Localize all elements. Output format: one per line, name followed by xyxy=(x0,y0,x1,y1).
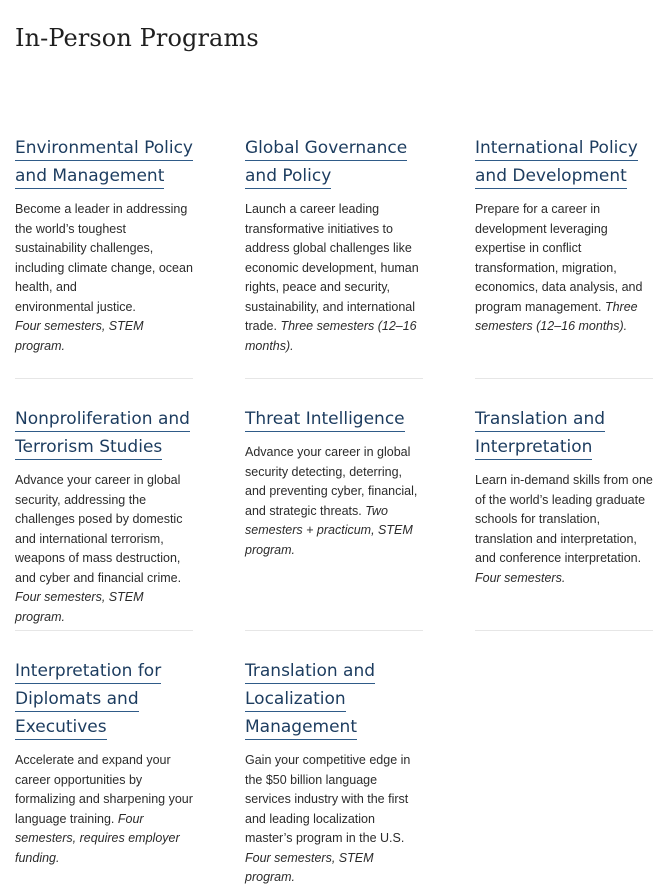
program-card-translation-localization xyxy=(245,657,425,888)
row-divider xyxy=(15,630,193,631)
program-link-translation-localization[interactable]: Translation and Localization Management xyxy=(245,661,375,740)
program-duration-note: Three semesters (12–16 months). xyxy=(475,299,638,333)
program-description xyxy=(245,751,425,888)
row-divider xyxy=(245,630,423,631)
program-duration-note: Four semesters, STEM program. xyxy=(15,319,144,353)
program-duration-note: Three semesters (12–16 months). xyxy=(245,319,417,353)
program-description xyxy=(15,471,195,627)
program-title xyxy=(475,405,655,461)
program-summary: Advance your career in global security, addressing the challenges posed by domestic and international terrorism, weapons of mass destruction, and cyber and financial crime. xyxy=(15,473,183,585)
row-divider xyxy=(245,378,423,379)
program-link-global-governance[interactable]: Global Governance and Policy xyxy=(245,138,407,189)
program-card-nonproliferation xyxy=(15,405,195,627)
program-title xyxy=(245,134,425,190)
program-title xyxy=(15,405,195,461)
program-card-translation-interpretation xyxy=(475,405,655,588)
row-divider xyxy=(475,630,653,631)
program-link-nonproliferation[interactable]: Nonproliferation and Terrorism Studies xyxy=(15,409,190,460)
program-link-threat-intelligence[interactable]: Threat Intelligence xyxy=(245,409,405,432)
program-link-translation-interpretation[interactable]: Translation and Interpretation xyxy=(475,409,605,460)
program-summary: Gain your competitive edge in the $50 billion language services industry with the first and leading localization master’s program in the U.S. xyxy=(245,753,411,845)
program-summary: Advance your career in global security detecting, deterring, and preventing cyber, financial, and strategic threats. xyxy=(245,445,418,518)
program-duration-note: Four semesters. xyxy=(475,570,566,585)
program-summary: Learn in-demand skills from one of the world’s leading graduate schools for translation, translation and interpretation, and conference interpretation. xyxy=(475,473,653,565)
program-description xyxy=(475,471,655,588)
program-card-threat-intelligence xyxy=(245,405,425,560)
program-grid xyxy=(15,0,655,884)
program-title xyxy=(15,134,195,190)
program-duration-note: Four semesters, requires employer funding. xyxy=(15,811,180,865)
row-divider xyxy=(15,378,193,379)
program-description xyxy=(245,443,425,560)
program-card-environmental-policy xyxy=(15,134,195,356)
program-description xyxy=(475,200,655,337)
program-link-international-policy[interactable]: International Policy and Development xyxy=(475,138,638,189)
program-title xyxy=(245,405,425,433)
program-summary: Become a leader in addressing the world’s toughest sustainability challenges, including climate change, ocean health, and environmental justice. xyxy=(15,202,193,314)
program-duration-note: Four semesters, STEM program. xyxy=(15,590,144,624)
program-duration-note: Two semesters + practicum, STEM program. xyxy=(245,503,413,557)
program-title xyxy=(245,657,425,741)
program-description xyxy=(15,751,195,868)
program-title xyxy=(475,134,655,190)
program-summary: Prepare for a career in development leveraging expertise in conflict transformation, migration, economics, data analysis, and program management. xyxy=(475,202,643,314)
program-description xyxy=(245,200,425,356)
program-summary: Launch a career leading transformative initiatives to address global challenges like economic development, human rights, peace and security, sustainability, and international trade. xyxy=(245,202,419,333)
program-description xyxy=(15,200,195,356)
program-title xyxy=(15,657,195,741)
program-summary: Accelerate and expand your career opportunities by formalizing and sharpening your language training. xyxy=(15,753,193,826)
program-card-global-governance xyxy=(245,134,425,356)
program-card-international-policy xyxy=(475,134,655,337)
program-duration-note: Four semesters, STEM program. xyxy=(245,850,374,884)
program-card-interpretation-diplomats xyxy=(15,657,195,868)
row-divider xyxy=(475,378,653,379)
program-link-interpretation-diplomats[interactable]: Interpretation for Diplomats and Executives xyxy=(15,661,161,740)
page-title: In-Person Programs xyxy=(15,24,259,52)
program-link-environmental-policy[interactable]: Environmental Policy and Management xyxy=(15,138,193,189)
